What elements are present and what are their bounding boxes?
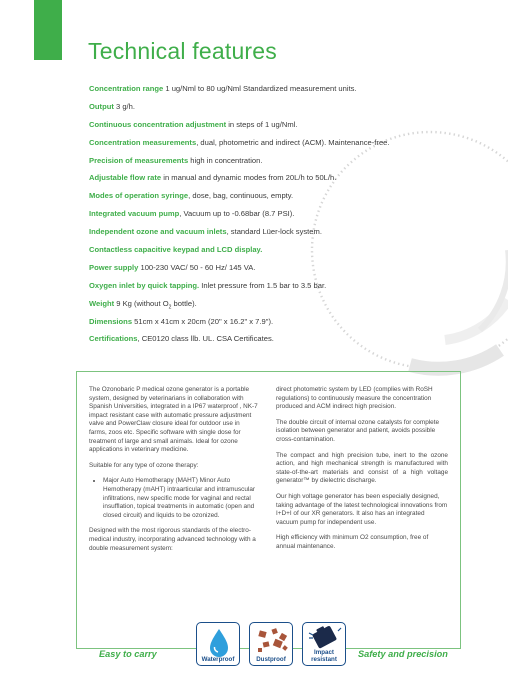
- feature-dimensions: Dimensions 51cm x 41cm x 20cm (20" x 16.2" x 7.9").: [89, 316, 274, 326]
- description-photometric: direct photometric system by LED (complies with RoSH regulations) to continuously measure the concentration produced and ACM indirect high precision.: [276, 386, 433, 411]
- description-generator: Our high voltage generator has been especially designed, taking advantage of the latest technological innovations from I+D+I of our XR generators. It also has an integrated vacuum pump for independent use.: [276, 492, 448, 526]
- feature-vacuum-pump: Integrated vacuum pump, Vacuum up to -0.68bar (8.7 PSI).: [89, 209, 295, 219]
- waterproof-badge: [196, 622, 240, 666]
- feature-oxygen-inlet: Oxygen inlet by quick tapping. Inlet pressure from 1.5 bar to 3.5 bar.: [89, 280, 327, 290]
- impact-label-line1: Impact: [314, 649, 334, 656]
- technical-features-list: [89, 84, 469, 352]
- description-box: [76, 371, 461, 649]
- page-title: Technical features: [88, 38, 277, 64]
- description-tube: The compact and high precision tube, inert to the ozone action, and high mechanical strength is manufactured with state-of-the-art materials and consist of a high voltage generator™ by dielectric discharge.: [276, 451, 448, 485]
- feature-operation-modes: Modes of operation syringe, dose, bag, continuous, empty.: [89, 191, 294, 201]
- description-suitable: Suitable for any type of ozone therapy:: [89, 461, 199, 469]
- description-outro: Designed with the most rigorous standards of the electro-medical industry, incorporating advanced technology with a double measurement system:: [89, 527, 256, 552]
- easy-to-carry-tag: Easy to carry: [99, 649, 157, 659]
- feature-output: Output 3 g/h.: [89, 101, 135, 111]
- impact-label-line2: resistant: [311, 656, 337, 663]
- feature-flow-rate: Adjustable flow rate in manual and dynamic modes from 20L/h to 50L/h.: [89, 173, 337, 183]
- description-left-column: [89, 386, 259, 560]
- dustproof-label: Dustproof: [256, 656, 286, 663]
- feature-weight: Weight 9 Kg (without $O_2$ bottle).: [89, 298, 197, 311]
- feature-concentration-range: Concentration range 1 ug/Nml to 80 ug/Nml Standardized measurement units.: [89, 84, 357, 93]
- feature-concentration-measurements: Concentration measurements, dual, photometric and indirect (ACM). Maintenance-free.: [89, 137, 390, 147]
- description-right-column: [276, 386, 448, 559]
- feature-concentration-adjustment: Continuous concentration adjustment in steps of 1 ug/Nml.: [89, 119, 298, 129]
- description-catalysts: The double circuit of internal ozone catalysts for complete isolation between generator and patient, avoids possible cross-contamination.: [276, 418, 440, 443]
- dustproof-badge: [249, 622, 293, 666]
- description-intro: The Ozonobaric P medical ozone generator is a portable system, designed by veterinarians in collaboration with Spanish Universities, integrated in a IP67 waterproof , NK-7 impact resistant case with automatic pressure adjustment valve and PowerClaw closure ideal for outdoor use in farms, zoos etc. Specific software with single dose for treatment of large and small animals. Ideal for ozone applications in veterinary medicine.: [89, 386, 258, 454]
- feature-power-supply: Power supply 100-230 VAC/ 50 - 60 Hz/ 145 VA.: [89, 262, 256, 272]
- feature-certifications: Certifications, CE0120 class llb. UL. CSA Certificates.: [89, 334, 274, 344]
- feature-keypad: Contactless capacitive keypad and LCD display.: [89, 245, 263, 255]
- list-item: • Major Auto Hemotherapy (MAHT) Minor Auto Hemotherapy (mAHT) intraarticular and intramuscular infiltrations, new specific mode for vaginal and rectal insufflation, topical treatments in automatic (open and closed circuit) and liquids to be ozonized.: [103, 477, 259, 520]
- feature-inlets: Independent ozone and vacuum inlets, standard Lüer-lock system.: [89, 227, 322, 237]
- waterproof-label: Waterproof: [201, 656, 235, 663]
- impact-resistant-badge: [302, 622, 346, 666]
- therapy-list: [89, 477, 259, 520]
- description-efficiency: High efficiency with minimum O2 consumption, free of annual maintenance.: [276, 534, 429, 550]
- safety-precision-tag: Safety and precision: [358, 649, 448, 659]
- feature-precision: Precision of measurements high in concentration.: [89, 155, 263, 165]
- header-accent-bar: [34, 0, 62, 60]
